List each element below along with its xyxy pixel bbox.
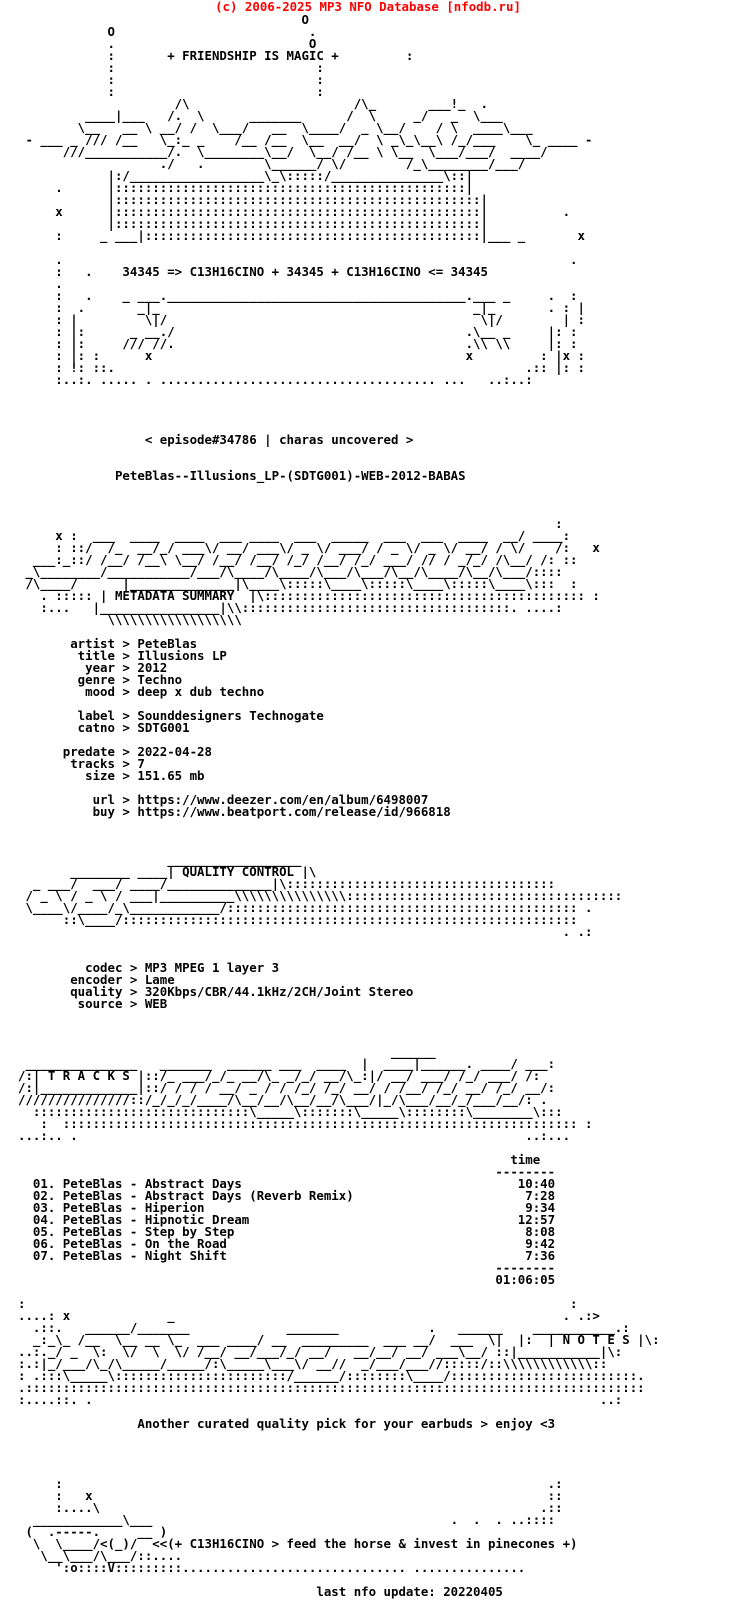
nfo-line: |:/__________________\_\:::::/_______________\::| [18,168,474,183]
nfo-line: : . _ ___.________________________________________.___ _ . : [18,288,578,303]
nfo-line: predate > 2022-04-28 [18,744,212,759]
nfo-line: : !: ::. .:: |: : [18,360,585,375]
nfo-line: .::. ______/_______ _______ . ______ ___________.: [18,1320,630,1335]
nfo-line: ___:_::/ /__/ /__\ \__/ /__/ /__/ /_/ /__/ /_/ ___/ // / _/_/ /\__/ /: :: [18,552,578,567]
nfo-line: \__\___/\___/::.... [18,1548,183,1563]
nfo-line: ...:.. . ..:... [18,1128,571,1143]
nfo-line: : _ ___|:::::::::::::::::::::::::::::::::::::::::::::|___ _ x [18,228,585,243]
nfo-line: ______ [18,1044,436,1059]
nfo-line [18,398,660,410]
nfo-line: ///////////////::/_/_/_/____/\__/__/\__/__/\___/|_/\___/__/_/___/__/: . [18,1092,548,1107]
nfo-line [18,446,660,458]
nfo-line: |:::::::::::::::::::::::::::::::::::::::::::::::::| [18,216,488,231]
nfo-line: |:::::::::::::::::::::::::::::::::::::::::::::::::| [18,192,488,207]
nfo-line: O . [18,24,317,39]
nfo-line: quality > 320Kbps/CBR/44.1kHz/2CH/Joint Stereo [18,984,414,999]
nfo-line: ....: x _ . .:> [18,1308,600,1323]
nfo-line: ///___________/. \________\__/ \__/ /__ \ \__ \___/___/ ____/ [18,144,548,159]
nfo-line: /\____/ |______________|\____\:::::\____\:::::\____\:::::\____\::: : [18,576,578,591]
nfo-line: title > Illusions LP [18,648,227,663]
nfo-line [18,830,660,842]
nfo-line: : .:::\_____\:::::::::::::::::::::::/______/::::::::\____/:::::::::::::::::::::::::. [18,1368,645,1383]
nfo-line: : . 34345 => C13H16CINO + 34345 + C13H16CINO <= 34345 [18,264,488,279]
nfo-line: \____\/____/_\____________/::::::::::::::::::::::::::::::::::::::::::::::: . [18,900,593,915]
nfo-line: \ \____/<(_)/ <<(+ C13H16CINO > feed the horse & invest in pinecones +) [18,1536,578,1551]
nfo-line: :... |________________|\\::::::::::::::::::::::::::::::::::::. ....: [18,600,563,615]
nfo-line: ____________\___ . . . ..:::: [18,1512,556,1527]
nfo-ascii-art [18,14,660,1598]
nfo-line: ..:._/ _ \: \/ \ \/ /__/ __/___/_/ __/ __/__/ __/ ___\__/ ::|___________|\: [18,1344,623,1359]
nfo-line: : |: _ __./ .\__ _ |: : [18,324,578,339]
nfo-line: url > https://www.deezer.com/en/album/6498007 [18,792,429,807]
nfo-line [18,386,660,398]
nfo-line: x : ___ ____ ____ ___ ____ ___ _____ ___ ___ ____ __/ ____: [18,528,571,543]
nfo-line: 05. PeteBlas - Step by Step 8:08 [18,1224,556,1239]
nfo-line: x |:::::::::::::::::::::::::::::::::::::::::::::::::| . [18,204,571,219]
nfo-line: : ::::::::::::::::::::::::::::::::::::::::::::::::::::::::::::::::::::: : [18,1116,593,1131]
nfo-line: \__ __ \ __/ / \___/ __ \____/ _ \__/ / \ ____\___ [18,120,533,135]
nfo-line: : | \|/ \|/ | : [18,312,585,327]
nfo-line: _______________ _______ ______ ___ ____ | ____|______. ____/ ___: [18,1056,556,1071]
nfo-line: size > 151.65 mb [18,768,205,783]
nfo-line: 07. PeteBlas - Night Shift 7:36 [18,1248,556,1263]
nfo-line: 02. PeteBlas - Abstract Days (Reverb Remix) 7:28 [18,1188,556,1203]
nfo-line: . O [18,36,317,51]
nfo-line: . .: [18,924,593,939]
nfo-line: time [18,1152,541,1167]
nfo-line: 01. PeteBlas - Abstract Days 10:40 [18,1176,556,1191]
nfo-line: buy > https://www.beatport.com/release/id/966818 [18,804,451,819]
nfo-line: genre > Techno [18,672,183,687]
nfo-line: mood > deep x dub techno [18,684,265,699]
nfo-line: : + FRIENDSHIP IS MAGIC + : [18,48,414,63]
nfo-line: ____|___ /. \ _______ / \ _/ _ \___ [18,108,503,123]
nfo-line: . |:::::::::::::::::::::::::::::::::::::::::::::::| [18,180,474,195]
nfo-line: : |: : x x : |x : [18,348,585,363]
nfo-line: tracks > 7 [18,756,145,771]
nfo-line: : x :: [18,1488,563,1503]
nfo-line [18,482,660,494]
nfo-line: O [18,12,309,27]
nfo-line [18,1430,660,1442]
nfo-line: : : [18,84,324,99]
nfo-line: codec > MP3 MPEG 1 layer 3 [18,960,280,975]
nfo-line: :.:|_/___/\_/\_____/_____/:\_____\___\/ __// _/___/___//:::::/::\\\\\\\\\\\\:: [18,1356,608,1371]
nfo-line: last nfo update: 20220405 [18,1584,503,1599]
nfo-line: :..:. ..... . ..................................... ... ..:..: [18,372,533,387]
nfo-line [18,938,660,950]
nfo-line: . [18,276,63,291]
nfo-line: . . [18,252,578,267]
nfo-line: _:_\_ /__ \__ __ \_ ___ ____/ __ _________ ___ __/ ___ \| |: | N O T E S |\: [18,1332,660,1347]
nfo-line [18,1454,660,1466]
nfo-line: /:|_____________|::/ / / / __/ _ / / /_/ /_/ __/ / /__/ /_/ __/ /_/ __/: [18,1080,556,1095]
nfo-line: catno > SDTG001 [18,720,190,735]
nfo-line [18,410,660,422]
nfo-line: \\\\\\\\\\\\\\\\\\ [18,612,242,627]
nfo-line: < episode#34786 | charas uncovered > [18,432,414,447]
nfo-line: :....::. . ..: [18,1392,623,1407]
nfo-line: : . _|_ _|_ . : | [18,300,585,315]
nfo-line: -------- [18,1164,556,1179]
nfo-line [18,494,660,506]
nfo-line: label > Sounddesigners Technogate [18,708,324,723]
nfo-line: source > WEB [18,996,168,1011]
nfo-line: ./ . \______/ \/ /_\________/___/ [18,156,526,171]
nfo-line: . ::::: | METADATA SUMMARY |\::::::::::::::::::::::::::::::::::::::::::: : [18,588,600,603]
nfo-line: _ ___/ ___/ ____/______________|\:::::::::::::::::::::::::::::::::::: [18,876,556,891]
nfo-line: encoder > Lame [18,972,175,987]
nfo-line [18,1022,660,1034]
nfo-line: : : [18,1296,578,1311]
site-header-banner: (c) 2006-2025 MP3 NFO Database [nfodb.ru] [215,0,521,14]
nfo-line: : : [18,60,324,75]
nfo-line: : [18,516,563,531]
nfo-line: 03. PeteBlas - Hiperion 9:34 [18,1200,556,1215]
nfo-line [18,1010,660,1022]
nfo-line: : : [18,72,324,87]
nfo-line: .::::::::::::::::::::::::::::::::::::::::::::::::::::::::::::::::::::::::::::::::::: [18,1380,645,1395]
nfo-line: 01:06:05 [18,1272,556,1287]
nfo-line: - ___ _ /// /__ \_:_ _ /__ /__ \__ __/ \ _\_\__\ /_/___ \_ ____ - [18,132,593,147]
nfo-line: artist > PeteBlas [18,636,198,651]
nfo-line: :....\ .:: [18,1500,563,1515]
nfo-line: Another curated quality pick for your earbuds > enjoy <3 [18,1416,556,1431]
nfo-line: : ::/ /_ __/_/ ___\/ __/ ___\/ _ \/ ___/ / _ \/ _ \/ __/ / \/ /: x [18,540,600,555]
nfo-line [18,818,660,830]
nfo-line: -------- [18,1260,556,1275]
nfo-line: PeteBlas--Illusions_LP-(SDTG001)-WEB-2012-BABAS [18,468,466,483]
nfo-line: ::\____/::::::::::::::::::::::::::::::::::::::::::::::::::::::::::::: [18,912,578,927]
nfo-line: 04. PeteBlas - Hipnotic Dream 12:57 [18,1212,556,1227]
nfo-line: ':o::::V:::::::::.............................. ............... [18,1560,526,1575]
nfo-line: :::::::::::::::::::::::::::::\_____\:::::::\_____\::::::::\________\::: [18,1104,563,1119]
nfo-line: ( .-----. __ ) [18,1524,168,1539]
nfo-line: _\________/___________/___/\____/\____/\___/\___/\__/\____/\__/\___/:::: [18,564,563,579]
nfo-line: : |: /// //. .\\ \\ |: : [18,336,578,351]
nfo-line: 06. PeteBlas - On the Road 9:42 [18,1236,556,1251]
nfo-line: ________ ____| QUALITY CONTROL |\ [18,864,317,879]
nfo-line: year > 2012 [18,660,168,675]
nfo-line: / _ \ / _ \ / ___|__________\\\\\\\\\\\\\\\::::::::::::::::::::::::::::::::::::: [18,888,623,903]
nfo-line: __________________ [18,852,302,867]
nfo-line: : .: [18,1476,563,1491]
nfo-line: /\ /\_ ___!_ . [18,96,488,111]
nfo-line [18,1442,660,1454]
nfo-line: /:| T R A C K S |::/_ ___/_/_ __/\_ _/_/ __/\_:|/ __/ ___/ /_/ ___/ /: [18,1068,541,1083]
